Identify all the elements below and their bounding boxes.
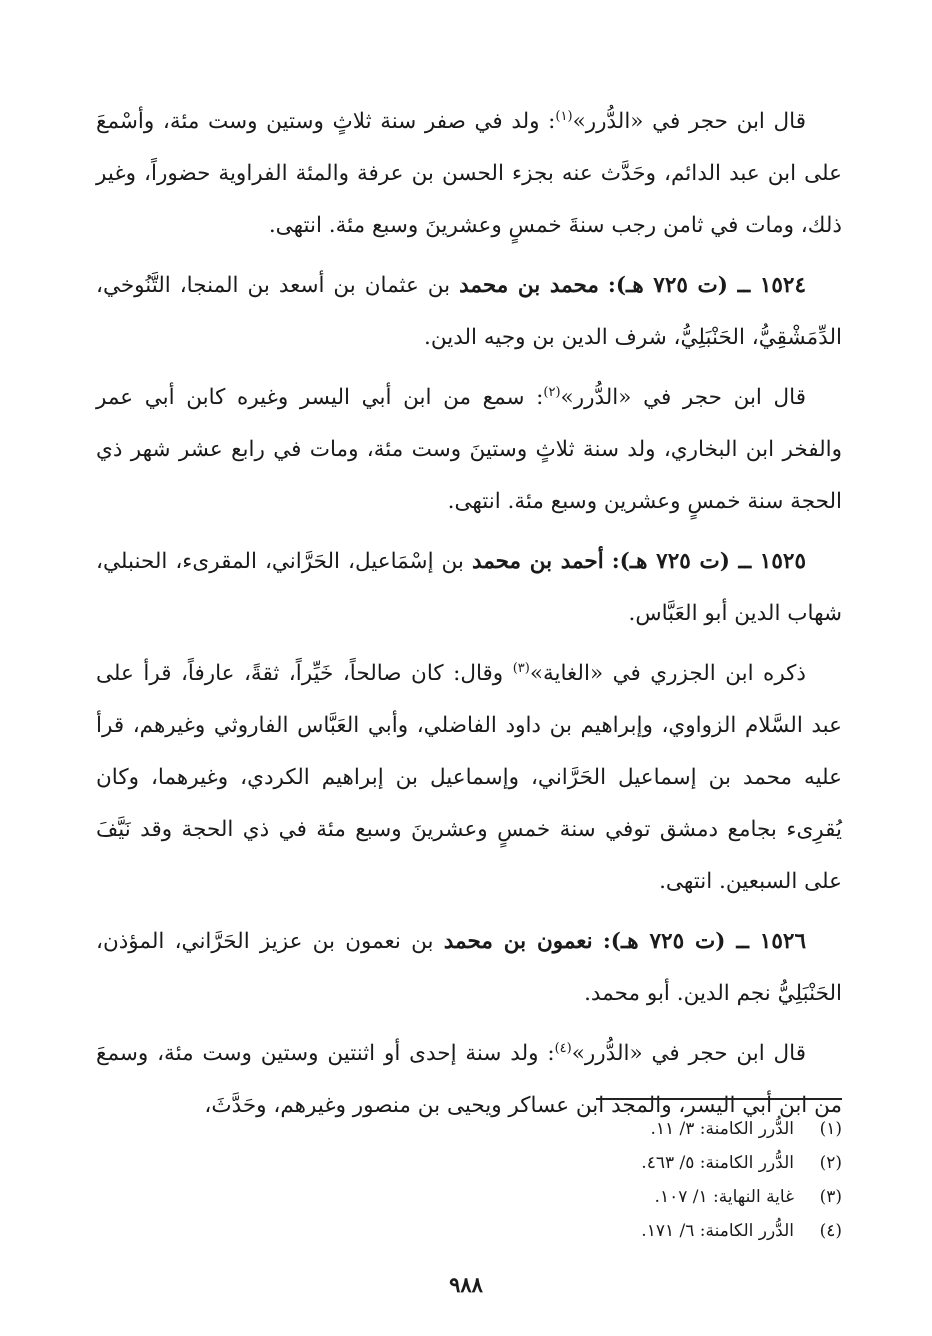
footnote-text: الدُّرر الكامنة: ٣/ ١١. <box>650 1119 794 1139</box>
footnote-text: الدُّرر الكامنة: ٥/ ٤٦٣. <box>641 1153 794 1173</box>
paragraph-2: قال ابن حجر في «الدُّرر»$^{(٢)}$: سمع من ابن أبي اليسر وغيره كابن أبي عمر والفخر ابن البخاري، ولد سنة ثلاثٍ وستينَ وست مئة، ومات في رابع عشر شهر ذي الحجة سنة خمسٍ وعشرين وسبع مئة. انتهى. <box>96 384 842 514</box>
entry-1526: ١٥٢٦ ــ (ت ٧٢٥ هـ): نعمون بن محمد بن نعمون بن عزيز الحَرَّاني، المؤذن، الحَنْبَلِيُّ نجم الدين. أبو محمد. <box>96 929 842 1006</box>
footnote-2 <box>96 1146 842 1180</box>
footnote-list <box>96 1112 842 1248</box>
footnote-ref-4[interactable]: (٤) <box>554 1040 572 1056</box>
footnote-number: (٤) <box>819 1221 842 1241</box>
footnote-ref-1[interactable]: (١) <box>555 108 573 124</box>
entry-1525: ١٥٢٥ ــ (ت ٧٢٥ هـ): أحمد بن محمد بن إسْمَاعيل، الحَرَّاني، المقرىء، الحنبلي، شهاب الدين أبو العَبَّاس. <box>96 549 842 626</box>
entry-number: ١٥٢٦ ــ (ت ٧٢٥ هـ): <box>602 929 806 954</box>
footnote-1 <box>96 1112 842 1146</box>
entry-number: ١٥٢٤ ــ (ت ٧٢٥ هـ): <box>607 273 807 298</box>
footnote-ref-3[interactable]: (٣) <box>512 660 530 676</box>
footnote-ref-2[interactable]: (٢) <box>543 384 561 400</box>
paragraph-1: قال ابن حجر في «الدُّرر»$^{(١)}$: ولد في صفر سنة ثلاثٍ وستين وست مئة، وأسْمعَ على ابن عبد الدائم، وحَدَّث عنه بجزء الحسن بن عرفة والمئة الفراوية حضوراً، وغير ذلك، ومات في ثامن رجب سنةَ خمسٍ وعشرينَ وسبع مئة. انتهى. <box>96 108 842 238</box>
footnote-4 <box>96 1214 842 1248</box>
entry-name: نعمون بن محمد <box>443 929 593 954</box>
footnote-3 <box>96 1180 842 1214</box>
page-body <box>96 96 842 1140</box>
entry-1524: ١٥٢٤ ــ (ت ٧٢٥ هـ): محمد بن محمد بن عثمان بن أسعد بن المنجا، التَّنُوخي، الدِّمَشْقِيُّ، الحَنْبَلِيُّ، شرف الدين بن وجيه الدين. <box>96 273 842 350</box>
footnote-divider <box>596 1098 842 1100</box>
entry-name: أحمد بن محمد <box>471 549 604 574</box>
page-number: ٩٨٨ <box>449 1272 483 1297</box>
footnote-number: (٣) <box>819 1187 842 1207</box>
entry-name: محمد بن محمد <box>459 273 599 298</box>
footnote-text: غاية النهاية: ١/ ١٠٧. <box>654 1187 794 1207</box>
footnote-number: (٢) <box>819 1153 842 1173</box>
footnotes-section <box>96 1098 842 1248</box>
paragraph-4: قال ابن حجر في «الدُّرر»$^{(٤)}$: ولد سنة إحدى أو اثنتين وستين وست مئة، وسمعَ من ابن أبي اليسر، والمجد ابن عساكر ويحيى بن منصور وغيرهم، وحَدَّثَ، <box>96 1040 842 1118</box>
entry-number: ١٥٢٥ ــ (ت ٧٢٥ هـ): <box>611 549 806 574</box>
footnote-text: الدُّرر الكامنة: ٦/ ١٧١. <box>641 1221 794 1241</box>
paragraph-3: ذكره ابن الجزري في «الغاية»$^{(٣)}$ وقال: كان صالحاً، خَيِّراً، ثقةً، عارفاً، قرأ على عبد السَّلام الزواوي، وإبراهيم بن داود الفاضلي، وأبي العَبَّاس الفاروثي وغيرهم، قرأ عليه محمد بن إسماعيل الحَرَّاني، وإسماعيل بن إبراهيم الكردي، وغيرهما، وكان يُقرِىء بجامع دمشق توفي سنة خمسٍ وعشرينَ وسبع مئة في ذي الحجة وقد نَيَّفَ على السبعين. انتهى. <box>96 660 842 894</box>
footnote-number: (١) <box>819 1119 842 1139</box>
